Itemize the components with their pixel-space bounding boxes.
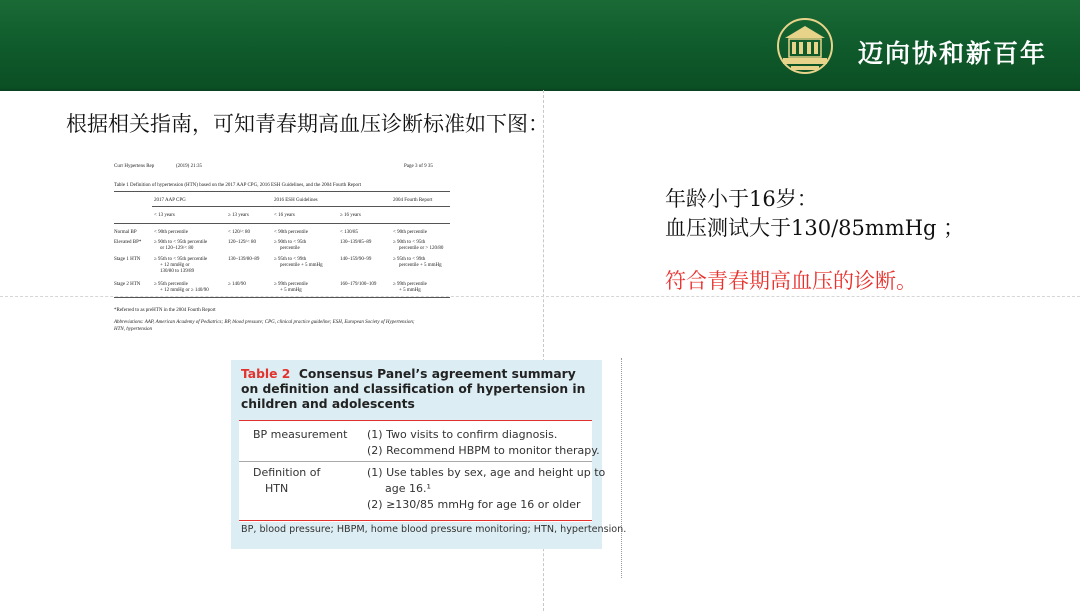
table-rule [239,461,592,462]
table-cell: < 120/< 80 [228,230,251,235]
row-label: Stage 1 HTN [114,257,141,262]
table-cell: percentile [280,246,300,251]
table-cell: 160–179/100–109 [340,282,377,287]
table-cell: < 90th percentile [274,230,308,235]
col-group: 2017 AAP CPG [154,198,186,203]
table-cell: + 12 mmHg or [160,263,190,268]
table2-footnote: BP, blood pressure; HBPM, home blood pressure monitoring; HTN, hypertension. [241,524,627,535]
table2-title [241,367,597,412]
col-group: 2016 ESH Guidelines [274,198,318,203]
table-cell: (2) ≥130/85 mmHg for age 16 or older [367,498,581,511]
sub-header: < 16 years [274,213,295,218]
paper-year: (2019) 21:35 [176,164,202,169]
table-cell: (2) Recommend HBPM to monitor therapy. [367,444,600,457]
table-cell: < 130/85 [340,230,358,235]
row-label: Elevated BP* [114,240,142,245]
table-rule [152,206,450,207]
hospital-emblem-icon [775,16,835,76]
table-cell: age 16.¹ [385,482,431,495]
paper-excerpt-table1 [112,160,452,340]
table-cell: ≥ 95th to < 99th [393,257,426,262]
table-cell: percentile + 5 mmHg [399,263,442,268]
table-cell: 140–159/90–99 [340,257,372,262]
table-cell: ≥ 95th to < 95th percentile [154,257,208,262]
row-label: BP measurement [253,428,348,441]
table2-title-text: Consensus Panel’s agreement summary on definition and classification of hypertension in children and adolescents [241,367,586,411]
table-cell: ≥ 90th to < 95th percentile [154,240,208,245]
table-cell: + 5 mmHg [399,288,421,293]
table-cell: + 12 mmHg or ≥ 140/90 [160,288,209,293]
table-rule [114,297,450,298]
table-cell: ≥ 99th percentile [393,282,427,287]
table2-card [239,420,606,522]
table-cell: ≥ 90th to < 95th [274,240,307,245]
sub-header: ≥ 13 years [228,213,249,218]
table-cell: < 90th percentile [393,230,427,235]
diagnosis-text: 符合青春期高血压的诊断。 [665,269,917,293]
paper-page: Page 3 of 9 35 [404,164,433,169]
paper-footnote: Abbreviations: AAP, American Academy of Pediatrics; BP, blood pressure; CPG, clinical practice guideline; ESH, European Society of Hypertension; [114,320,415,325]
slogan-text: 迈向协和新百年 [858,39,1048,68]
sub-header: < 13 years [154,213,175,218]
table-cell: percentile + 5 mmHg [280,263,323,268]
table-cell: ≥ 95th percentile [154,282,188,287]
table-rule [239,420,592,421]
table-cell: + 5 mmHg [280,288,302,293]
table-cell: ≥ 95th to < 99th [274,257,307,262]
row-label: Stage 2 HTN [114,282,141,287]
table-rule [114,191,450,192]
col-group: 2004 Fourth Report [393,198,433,203]
table-cell: 120–129/< 80 [228,240,256,245]
table-cell: < 90th percentile [154,230,188,235]
table-cell: or 120–129/< 80 [160,246,194,251]
table-rule [114,223,450,224]
paper-footnote: *Referred to as preHTN in the 2004 Fourth Report [114,308,216,313]
table-cell: percentile or > 120/80 [399,246,444,251]
table-cell: 130/80 to 139/89 [160,269,195,274]
table2-number: Table 2 [241,367,291,381]
table-cell: ≥ 90th to < 95th [393,240,426,245]
table-cell: (1) Use tables by sex, age and height up to [367,466,606,479]
paper-journal: Curr Hypertens Rep [114,164,155,169]
slide-heading: 根据相关指南，可知青春期高血压诊断标准如下图： [66,112,549,136]
row-label: Definition of [253,466,321,479]
table-cell: (1) Two visits to confirm diagnosis. [367,428,558,441]
table2-panel [231,360,627,549]
header-divider [0,89,1080,91]
table1-caption: Table 1 Definition of hypertension (HTN) based on the 2017 AAP CPG, 2016 ESH Guidelines, and the 2004 Fourth Report [114,183,362,188]
row-label: Normal BP [114,230,137,235]
criteria-age-text: 年龄小于16岁： [665,187,818,211]
guide-line-dotted [621,358,622,578]
table-cell: ≥ 99th percentile [274,282,308,287]
row-label: HTN [265,482,289,495]
table-cell: 130–139/85–89 [340,240,372,245]
sub-header: ≥ 16 years [340,213,361,218]
criteria-bp-text: 血压测试大于130/85mmHg ； [665,216,965,240]
table-cell: 130–139/80–89 [228,257,260,262]
table-rule [239,520,592,521]
paper-footnote: HTN, hypertension [114,327,153,332]
table-cell: ≥ 140/90 [228,282,246,287]
